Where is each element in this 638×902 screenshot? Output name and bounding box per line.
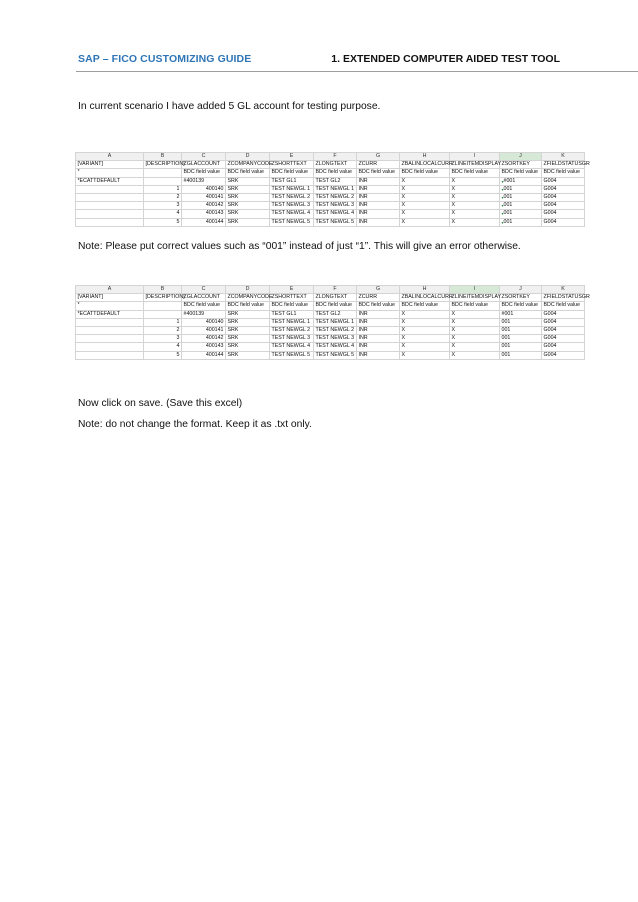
table-cell: SRK [226, 310, 270, 318]
table-cell: 400143 [182, 210, 226, 218]
table-row [76, 327, 585, 335]
error-indicator-icon: ▾ [501, 203, 504, 209]
table-cell: ZLONGTEXT [314, 161, 357, 169]
table-cell: G004 [542, 185, 585, 193]
error-indicator-icon: ▾ [501, 178, 504, 184]
table-cell: X [400, 327, 450, 335]
table-cell: ZGLACCOUNT [182, 294, 226, 302]
table-cell: TEST NEWGL 1 [270, 185, 314, 193]
table-cell: *ECATTDEFAULT [76, 310, 144, 318]
table-cell: 4 [144, 210, 182, 218]
column-letter-h: H [400, 286, 450, 294]
table-cell: TEST NEWGL 1 [270, 318, 314, 326]
table-cell: TEST NEWGL 5 [314, 218, 357, 226]
table-row [76, 161, 585, 169]
table-cell [76, 351, 144, 359]
table-cell: SRK [226, 210, 270, 218]
table-cell: INR [357, 194, 400, 202]
table-cell: X [400, 310, 450, 318]
table-cell: X [450, 318, 500, 326]
column-letter-j: J [500, 286, 542, 294]
note-paragraph: Note: Please put correct values such as “001” instead of just “1”. This will give an error otherwise. [78, 241, 521, 252]
table-cell: ZLINEITEMDISPLAY [451, 161, 502, 168]
cell-value: 001 [503, 185, 513, 192]
column-letter-e: E [270, 153, 314, 161]
table-cell: ZFIELDSTATUSGR [543, 294, 590, 301]
table-cell: X [400, 185, 450, 193]
table-cell: 3 [144, 202, 182, 210]
table-cell: X [450, 218, 500, 226]
table-cell: X [450, 335, 500, 343]
table-cell [500, 194, 542, 202]
table-cell: TEST NEWGL 2 [314, 194, 357, 202]
table-cell: BDC field value [270, 302, 314, 310]
table-cell: X [450, 343, 500, 351]
table-cell [144, 302, 182, 310]
column-header-row [76, 286, 585, 294]
table-cell: G004 [542, 351, 585, 359]
table-cell [500, 218, 542, 226]
column-letter-f: F [314, 286, 357, 294]
table-cell: INR [357, 351, 400, 359]
table-cell: *ECATTDEFAULT [76, 177, 144, 185]
table-cell: 400142 [182, 202, 226, 210]
table-cell [76, 185, 144, 193]
table-cell: TEST GL2 [314, 177, 357, 185]
table-cell [500, 177, 542, 185]
table-cell: #400139 [182, 310, 226, 318]
table-cell: BDC field value [182, 169, 226, 177]
table-cell: 400143 [182, 343, 226, 351]
table-cell: TEST NEWGL 4 [270, 210, 314, 218]
section-title: EXTENDED COMPUTER AIDED TEST TOOL [342, 53, 560, 65]
table-cell: BDC field value [314, 169, 357, 177]
table-cell: BDC field value [270, 169, 314, 177]
table-cell: BDC field value [500, 169, 542, 177]
table-cell: ZSHORTTEXT [270, 161, 314, 169]
table-cell: X [400, 351, 450, 359]
table-cell: 400140 [182, 185, 226, 193]
table-cell: ZLINEITEMDISPLAY [451, 294, 502, 301]
column-letter-k: K [542, 153, 585, 161]
table-cell: 001 [500, 343, 542, 351]
table-cell: G004 [542, 327, 585, 335]
table-cell: X [450, 351, 500, 359]
table-cell: G004 [542, 202, 585, 210]
table-cell: #400139 [182, 177, 226, 185]
table-cell: BDC field value [357, 302, 400, 310]
error-indicator-icon: ▾ [501, 211, 504, 217]
table-cell: TEST NEWGL 2 [314, 327, 357, 335]
table-cell [76, 335, 144, 343]
table-cell: ZSORTKEY [500, 161, 542, 169]
column-letter-i: I [450, 286, 500, 294]
table-cell: 001 [500, 327, 542, 335]
column-letter-b: B [144, 153, 182, 161]
table-cell: X [400, 210, 450, 218]
intro-paragraph: In current scenario I have added 5 GL account for testing purpose. [78, 101, 381, 112]
table-cell: * [76, 302, 144, 310]
table-row [76, 318, 585, 326]
table-row [76, 210, 585, 218]
table-cell: ZGLACCOUNT [182, 161, 226, 169]
table-cell: TEST NEWGL 3 [314, 202, 357, 210]
table-cell: ZCOMPANYCODE [227, 294, 273, 301]
table-cell: TEST NEWGL 5 [270, 218, 314, 226]
table-cell: BDC field value [400, 302, 450, 310]
table-cell: TEST NEWGL 2 [270, 194, 314, 202]
table-cell: TEST NEWGL 4 [314, 343, 357, 351]
table-cell: TEST GL1 [270, 177, 314, 185]
spreadsheet-after [75, 285, 590, 360]
table-cell: [DESCRIPTION] [145, 161, 185, 168]
table-cell: 400144 [182, 218, 226, 226]
table-cell: X [400, 194, 450, 202]
table-cell: SRK [226, 185, 270, 193]
table-cell: X [400, 177, 450, 185]
table-cell: [DESCRIPTION] [145, 294, 185, 301]
table-cell: X [450, 327, 500, 335]
table-cell: SRK [226, 335, 270, 343]
table-cell: TEST NEWGL 5 [314, 351, 357, 359]
table-cell: SRK [226, 318, 270, 326]
table-cell: G004 [542, 177, 585, 185]
table-row [76, 169, 585, 177]
table-cell: INR [357, 343, 400, 351]
table-cell: INR [357, 185, 400, 193]
column-letter-b: B [144, 286, 182, 294]
table-row [76, 185, 585, 193]
table-cell: BDC field value [542, 302, 585, 310]
table-cell: 001 [500, 318, 542, 326]
table-cell: ZSORTKEY [500, 294, 542, 302]
table-cell [76, 202, 144, 210]
column-letter-g: G [357, 286, 400, 294]
table-cell: 001 [500, 351, 542, 359]
table-row [76, 343, 585, 351]
table-cell: * [76, 169, 144, 177]
table-cell: SRK [226, 194, 270, 202]
table-cell: #001 [500, 310, 542, 318]
table-cell: [VARIANT] [76, 294, 144, 302]
table-cell: ZFIELDSTATUSGR [543, 161, 590, 168]
cell-value: #001 [503, 177, 516, 184]
table-cell: INR [357, 310, 400, 318]
column-letter-a: A [76, 153, 144, 161]
table-cell [144, 169, 182, 177]
table-cell: BDC field value [357, 169, 400, 177]
cell-value: 001 [503, 210, 513, 217]
table-cell: 4 [144, 343, 182, 351]
section-separator: . [337, 53, 343, 65]
table-cell: TEST NEWGL 1 [314, 318, 357, 326]
table-cell: X [450, 202, 500, 210]
table-cell [500, 202, 542, 210]
section-number: 1 [331, 53, 338, 65]
guide-title: SAP – FICO CUSTOMIZING GUIDE [78, 53, 252, 65]
table-cell: TEST GL1 [270, 310, 314, 318]
column-letter-h: H [400, 153, 450, 161]
table-cell: 400141 [182, 327, 226, 335]
table-cell: X [400, 218, 450, 226]
table-cell: G004 [542, 335, 585, 343]
table-cell: X [450, 210, 500, 218]
table-cell: INR [357, 335, 400, 343]
table-cell: ZCOMPANYCODE [227, 161, 273, 168]
table-cell: INR [357, 210, 400, 218]
table-cell: G004 [542, 310, 585, 318]
table-cell: BDC field value [182, 302, 226, 310]
table-cell: BDC field value [314, 302, 357, 310]
table-cell: X [400, 343, 450, 351]
table-cell: SRK [226, 218, 270, 226]
table-cell: INR [357, 218, 400, 226]
table-cell: G004 [542, 194, 585, 202]
cell-value: 001 [503, 218, 513, 225]
table-cell: INR [357, 318, 400, 326]
error-indicator-icon: ▾ [501, 219, 504, 225]
table-cell: INR [357, 177, 400, 185]
table-cell [144, 177, 182, 185]
table-cell: 2 [144, 327, 182, 335]
table-cell: SRK [226, 177, 270, 185]
table-cell: TEST NEWGL 3 [270, 335, 314, 343]
table-cell: 400144 [182, 351, 226, 359]
table-cell: TEST NEWGL 5 [270, 351, 314, 359]
table-cell: G004 [542, 218, 585, 226]
column-letter-e: E [270, 286, 314, 294]
table-row [76, 351, 585, 359]
header-divider [76, 71, 638, 72]
table-cell: SRK [226, 327, 270, 335]
column-header-row [76, 153, 585, 161]
column-letter-d: D [226, 286, 270, 294]
table-row [76, 194, 585, 202]
table-cell: G004 [542, 210, 585, 218]
table-cell: [VARIANT] [76, 161, 144, 169]
table-cell: X [400, 335, 450, 343]
table-cell: X [450, 194, 500, 202]
table-cell: X [450, 185, 500, 193]
table-cell: TEST NEWGL 3 [314, 335, 357, 343]
table-cell: ZCURR [357, 161, 400, 169]
table-cell: 001 [500, 335, 542, 343]
table-cell: ZLONGTEXT [314, 294, 357, 302]
table-cell: BDC field value [400, 169, 450, 177]
table-cell: TEST NEWGL 3 [270, 202, 314, 210]
table-cell: G004 [542, 318, 585, 326]
table-cell [76, 343, 144, 351]
table-cell: 5 [144, 351, 182, 359]
table-cell: G004 [542, 343, 585, 351]
column-letter-i: I [450, 153, 500, 161]
table-cell: BDC field value [226, 169, 270, 177]
table-cell: X [400, 202, 450, 210]
table-row [76, 310, 585, 318]
table-row [76, 294, 585, 302]
table-row [76, 218, 585, 226]
table-cell: X [450, 177, 500, 185]
table-cell: INR [357, 202, 400, 210]
table-cell: ZBALINLOCALCURR [401, 161, 453, 168]
column-letter-g: G [357, 153, 400, 161]
column-letter-a: A [76, 286, 144, 294]
table-cell: 1 [144, 318, 182, 326]
column-letter-k: K [542, 286, 585, 294]
table-cell [500, 185, 542, 193]
error-indicator-icon: ▾ [501, 195, 504, 201]
table-cell: 3 [144, 335, 182, 343]
table-cell [76, 327, 144, 335]
section-heading [331, 53, 560, 65]
table-cell: SRK [226, 343, 270, 351]
table-cell: TEST NEWGL 2 [270, 327, 314, 335]
table-cell [144, 310, 182, 318]
table-cell: TEST NEWGL 4 [270, 343, 314, 351]
table-cell: BDC field value [450, 302, 500, 310]
table-cell: ZCURR [357, 294, 400, 302]
table-row [76, 202, 585, 210]
table-row [76, 335, 585, 343]
save-instruction: Now click on save. (Save this excel) [78, 398, 243, 409]
spreadsheet-before [75, 152, 590, 227]
column-letter-c: C [182, 286, 226, 294]
table-cell [76, 218, 144, 226]
table-cell: 400140 [182, 318, 226, 326]
table-cell: 400142 [182, 335, 226, 343]
table-cell: ZSHORTTEXT [270, 294, 314, 302]
table-cell [76, 318, 144, 326]
table-cell [500, 210, 542, 218]
column-letter-f: F [314, 153, 357, 161]
table-cell: SRK [226, 202, 270, 210]
error-indicator-icon: ▾ [501, 186, 504, 192]
cell-value: 001 [503, 202, 513, 209]
table-cell: TEST NEWGL 1 [314, 185, 357, 193]
table-cell: 400141 [182, 194, 226, 202]
table-cell: ZBALINLOCALCURR [401, 294, 453, 301]
table-cell: X [400, 318, 450, 326]
page-header [78, 53, 560, 71]
table-cell: INR [357, 327, 400, 335]
column-letter-j: J [500, 153, 542, 161]
table-cell: 5 [144, 218, 182, 226]
table-cell: X [450, 310, 500, 318]
table-cell: SRK [226, 351, 270, 359]
column-letter-c: C [182, 153, 226, 161]
column-letter-d: D [226, 153, 270, 161]
table-row [76, 302, 585, 310]
format-note: Note: do not change the format. Keep it as .txt only. [78, 419, 312, 430]
table-cell: TEST NEWGL 4 [314, 210, 357, 218]
table-cell: BDC field value [500, 302, 542, 310]
table-cell [76, 210, 144, 218]
cell-value: 001 [503, 194, 513, 201]
table-cell: BDC field value [450, 169, 500, 177]
table-cell: 2 [144, 194, 182, 202]
table-cell: BDC field value [226, 302, 270, 310]
table-cell [76, 194, 144, 202]
table-cell: BDC field value [542, 169, 585, 177]
table-cell: 1 [144, 185, 182, 193]
table-cell: TEST GL2 [314, 310, 357, 318]
table-row [76, 177, 585, 185]
